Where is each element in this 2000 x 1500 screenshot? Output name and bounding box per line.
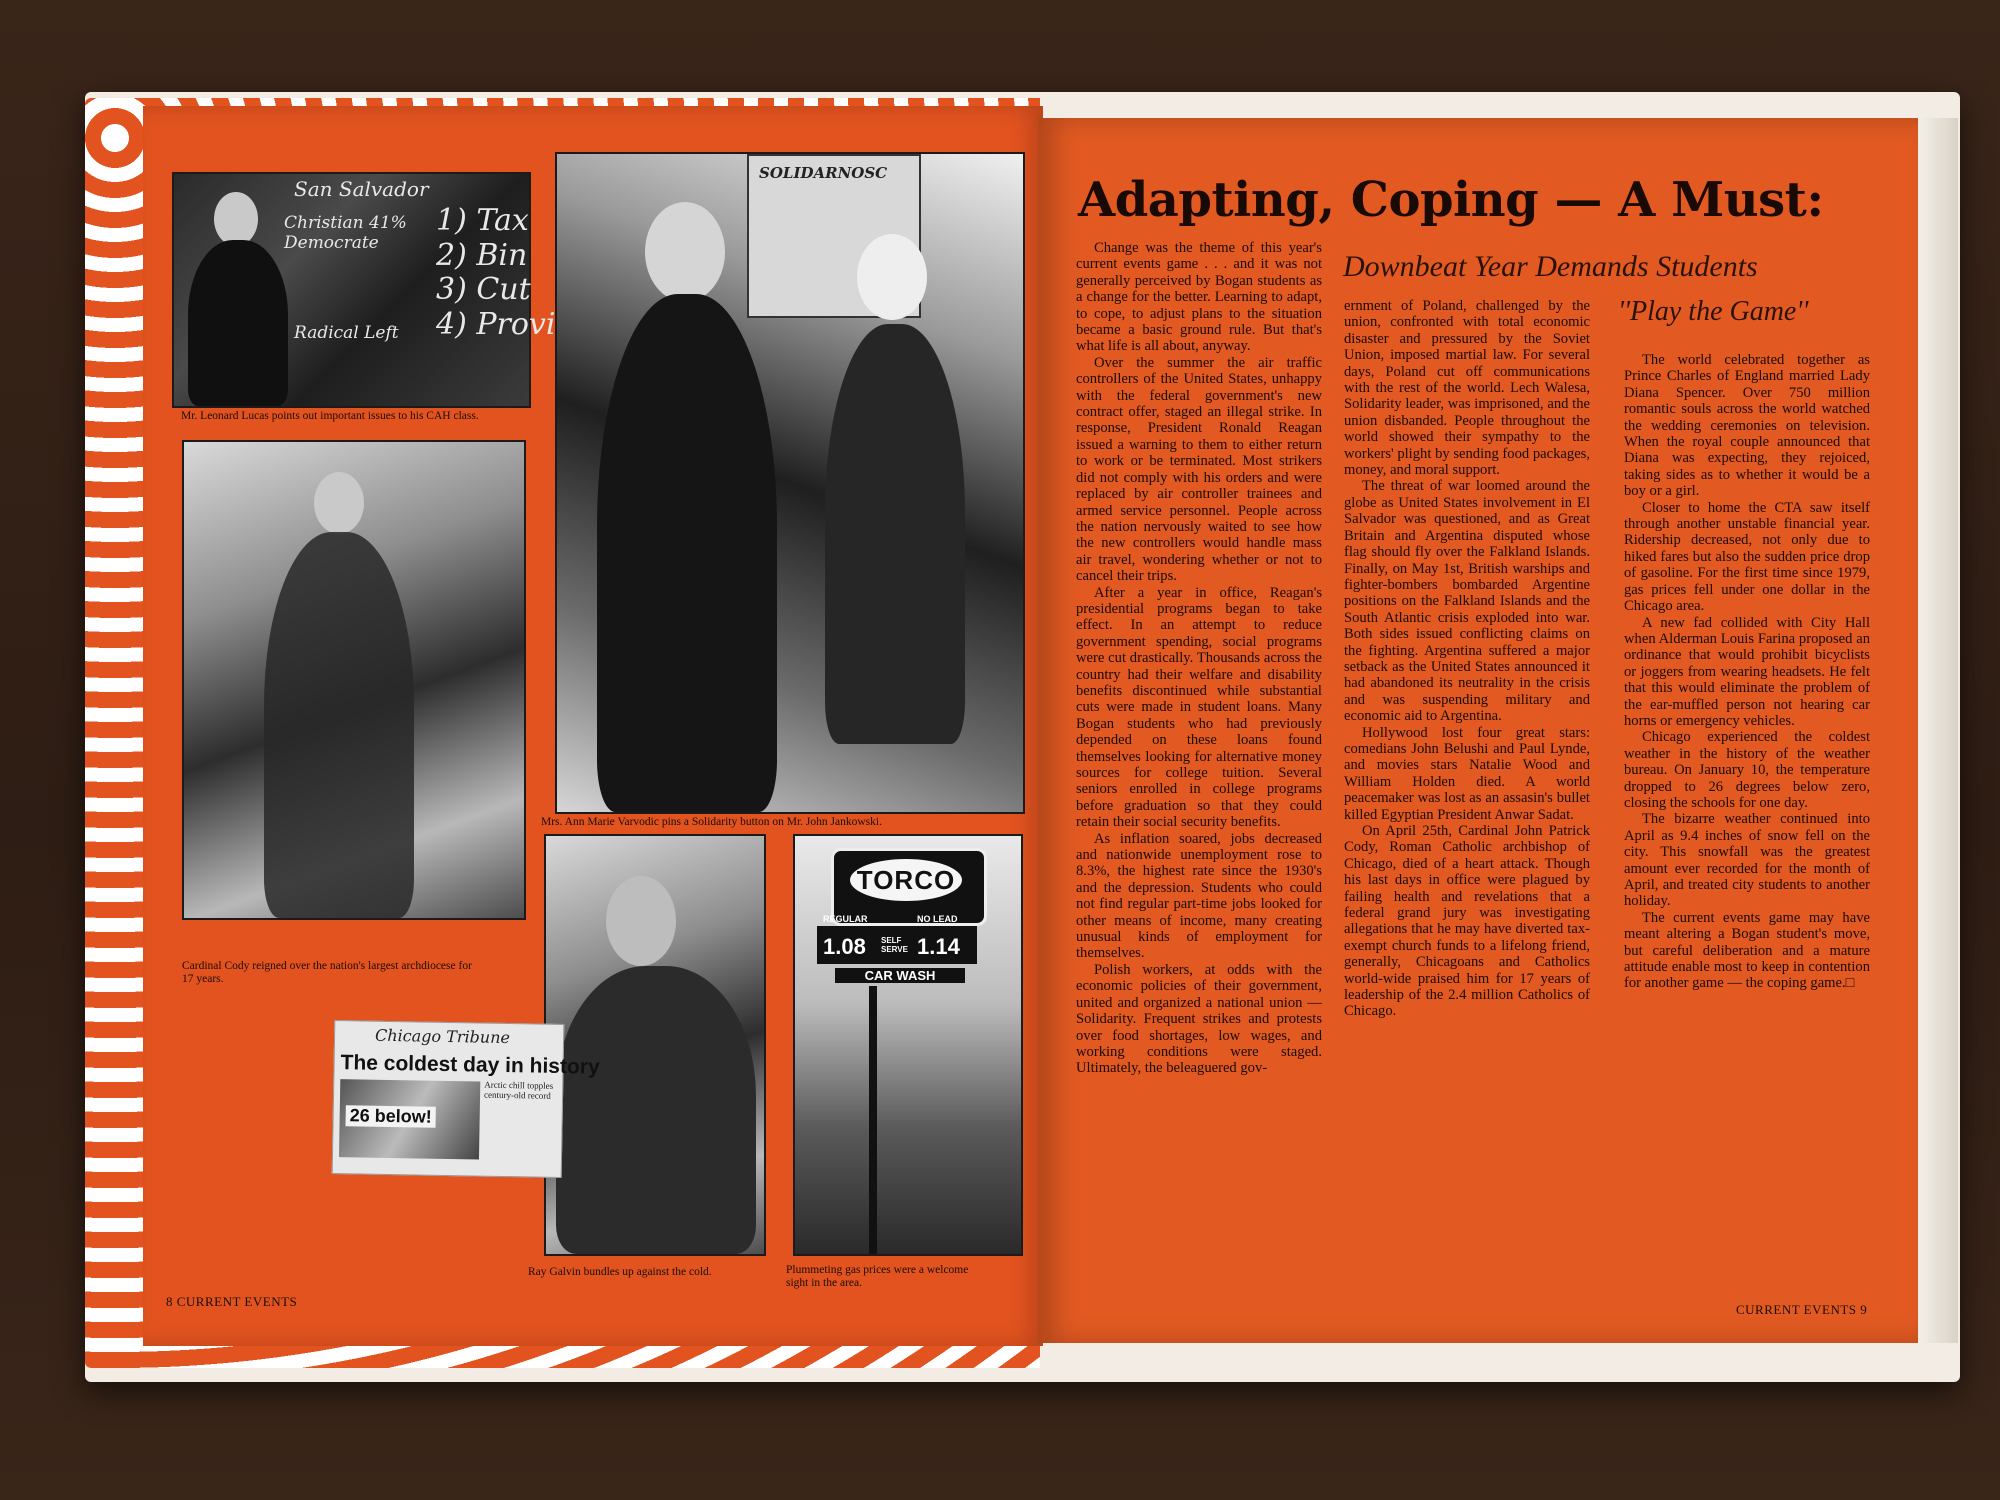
photo-varvodic-jankowski [555, 152, 1025, 814]
newspaper-big-type: 26 below! [346, 1105, 436, 1128]
right-folio: CURRENT EVENTS 9 [1736, 1302, 1868, 1317]
article-paragraph: The bizarre weather continued into April as 9.4 inches of snow fell on the city. This snowfall was the greatest amount ever recorded for the month of April, and treated city students to another holiday. [1624, 811, 1870, 910]
poster-text: SOLIDARNOSC [759, 164, 888, 182]
photo-cardinal-cody [182, 440, 526, 920]
article-headline: Adapting, Coping — A Must: [1078, 172, 1824, 228]
regular-price: 1.08 [823, 934, 866, 959]
caption-varvodic: Mrs. Ann Marie Varvodic pins a Solidarity button on Mr. John Jankowski. [541, 816, 882, 828]
newspaper-subhead: Arctic chill topples century-old record [483, 1079, 554, 1101]
article-paragraph: Hollywood lost four great stars: comedians John Belushi and Paul Lynde, and movies stars Natalie Wood and William Holden died. A world peacemaker was lost as an assasin's bullet killed Egyptian President Anwar Sadat. [1344, 724, 1590, 823]
article-paragraph: Over the summer the air traffic controllers of the United States, unhappy with the federal government's new contract offer, staged an illegal strike. In response, President Ronald Reagan issued a warning to them to either return to work or be terminated. Most strikers did not comply with his orders and were replaced by air controller trainees and armed service personnel. People across the nation nervously waited to see how the new controllers would handle mass air travel, wondering whether or not to cancel their trips. [1076, 354, 1322, 585]
article-paragraph: As inflation soared, jobs decreased and nationwide unemployment rose to 8.3%, the highest rate since the 1930's and the depression. Students who could not find regular part-time jobs looked for other means of income, many creating unusual kinds of employment for themselves. [1076, 830, 1322, 962]
caption-cody: Cardinal Cody reigned over the nation's largest archdiocese for 17 years. [182, 960, 472, 985]
article-paragraph: After a year in office, Reagan's presidential programs began to take effect. In an attempt to reduce government spending, social programs were cut drastically. Thousands across the country had their welfare and disability benefits discontinued while substantial cuts were made in student loans. Many Bogan students who had previously depended on these loans found themselves looking for alternative money sources for college tuition. Several seniors enrolled in college programs before graduation so that they could retain their social security benefits. [1076, 584, 1322, 831]
article-subhead-2: ''Play the Game'' [1618, 296, 1809, 327]
teacher-head [214, 192, 258, 246]
article-paragraph: Closer to home the CTA saw itself through another unstable financial year. Ridership decreased, not only due to hiked fares but also the sudden price drop of gasoline. For the first time since 1979, gas prices fell under one dollar in the Chicago area. [1624, 499, 1870, 615]
no-lead-label: NO LEAD [917, 914, 958, 924]
cardinal-robe [264, 532, 414, 918]
gas-price-panel [817, 914, 977, 964]
no-lead-price: 1.14 [917, 934, 960, 959]
photo-lucas-chalkboard [172, 172, 556, 408]
woman-head [857, 234, 927, 320]
newspaper-masthead: Chicago Tribune [374, 1025, 511, 1048]
article-paragraph: On April 25th, Cardinal John Patrick Cody, Roman Catholic archbishop of Chicago, died of a heart attack. Though his last days in office were plagued by failing health and revelations that a federal grand jury was investigating allegations that he may have diverted tax-exempt church funds to a lifelong friend, generally, Chicagoans and Catholics world-wide praised him for 17 years of leadership of the 2.4 million Catholics of Chicago. [1344, 823, 1590, 1020]
regular-label: REGULAR [823, 914, 868, 924]
chalkboard-line-2: Christian 41% Democrate [284, 213, 407, 253]
article-paragraph: Chicago experienced the coldest weather in the history of the weather bureau. On January 10, the temperature dropped to 26 degrees below zero, closing the schools for one day. [1624, 729, 1870, 811]
woman-figure [825, 324, 965, 744]
caption-galvin: Ray Galvin bundles up against the cold. [528, 1266, 712, 1278]
article-column-2 [1344, 298, 1590, 1020]
chalkboard-line-1: San Salvador [294, 177, 429, 201]
article-paragraph: The world celebrated together as Prince Charles of England married Lady Diana Spencer. Over 750 million romantic souls across the world watched the wedding ceremonies on television. When the royal couple announced that Diana was expecting, they rejoiced, taking sides as to whether it would be a boy or a girl. [1624, 352, 1870, 500]
photo-ray-galvin [544, 834, 766, 1256]
caption-lucas: Mr. Leonard Lucas points out important issues to his CAH class. [181, 410, 479, 422]
article-paragraph: Polish workers, at odds with the economic policies of their government, united and organized a national union — Solidarity. Frequent strikes and protests over food shortages, low wages, and working conditions were staged. Ultimately, the beleaguered gov- [1076, 961, 1322, 1077]
torco-logo: TORCO [850, 859, 962, 901]
chalkboard-line-3: Radical Left [294, 323, 399, 343]
man-head [645, 202, 725, 302]
galvin-head [606, 876, 676, 966]
photo-torco-gas-sign [793, 834, 1023, 1256]
article-paragraph: A new fad collided with City Hall when Alderman Louis Farina proposed an ordinance that would prohibit bicyclists or joggers from wearing headsets. He felt that this would eliminate the problem of the ear-muffled person not hearing car horns or emergency vehicles. [1624, 614, 1870, 729]
left-folio: 8 CURRENT EVENTS [166, 1294, 298, 1309]
page-edge [1918, 118, 1958, 1343]
chalkboard-list: 1) Tax 2) Bin 3) Cut 4) Provi [436, 203, 556, 342]
car-wash-label: CAR WASH [835, 968, 965, 983]
self-serve-label: SELF SERVE [881, 936, 908, 954]
caption-gas: Plummeting gas prices were a welcome sight in the area. [786, 1264, 969, 1289]
cardinal-head [314, 472, 364, 534]
newspaper-headline: The coldest day in history [340, 1051, 600, 1079]
newspaper-clipping [332, 1020, 600, 1178]
man-suit [597, 294, 777, 812]
article-column-1 [1076, 240, 1322, 1077]
article-paragraph: The current events game may have meant altering a Bogan student's move, but careful deliberation and a mature attitude enable most to keep in contention for another game — the coping game.□ [1624, 909, 1870, 992]
article-paragraph: ernment of Poland, challenged by the union, confronted with total economic disaster and pressured by the Soviet Union, imposed martial law. For several days, Poland cut off communications with the rest of the world. Lech Walesa, Solidarity leader, was imprisoned, and the union disbanded. People throughout the world showed their sympathy to the workers' plight by sending food packages, money, and moral support. [1344, 298, 1590, 479]
article-column-3 [1624, 352, 1870, 992]
sign-pole [869, 986, 877, 1254]
article-subhead-1: Downbeat Year Demands Students [1343, 250, 1758, 283]
article-paragraph: Change was the theme of this year's current events game . . . and it was not generally perceived by Bogan students as a change for the better. Learning to adapt, to cope, to adjust plans to the situation became a basic ground rule. But that's what life is all about, anyway. [1076, 240, 1322, 355]
teacher-body [188, 240, 288, 406]
article-paragraph: The threat of war loomed around the globe as United States involvement in El Salvador was questioned, and as Great Britain and Argentina disputed whose flag should fly over the Falkland Islands. Finally, on May 1st, British warships and fighter-bombers bombarded Argentine positions on the Falkland Islands and the South Atlantic crisis exploded into war. Both sides issued conflicting claims on the fighting. Argentina suffered a major setback as the United States announced it had abandoned its neutrality in the crisis and was suspending military and economic aid to Argentina. [1344, 478, 1590, 725]
galvin-jacket [556, 966, 756, 1254]
